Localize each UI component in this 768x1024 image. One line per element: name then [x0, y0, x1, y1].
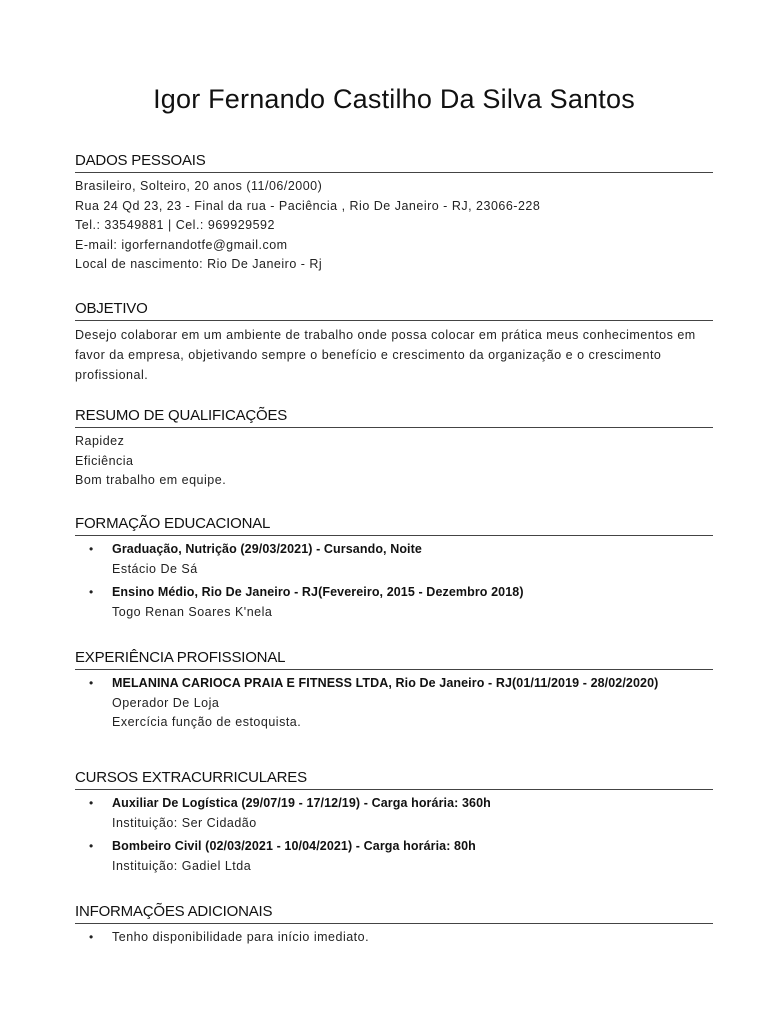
experiencia-body [75, 674, 713, 733]
adicional-entry-text: Tenho disponibilidade para início imediato. [112, 930, 370, 944]
section-objetivo [75, 300, 713, 385]
section-qualificacoes [75, 407, 713, 491]
list-item [75, 540, 713, 579]
bullet-icon: • [89, 839, 94, 853]
list-item [75, 674, 713, 733]
formacao-entry-title: Ensino Médio, Rio De Janeiro - RJ(Fevereiro, 2015 - Dezembro 2018) [112, 585, 524, 599]
experiencia-entry-role: Operador De Loja [112, 695, 220, 710]
dados-pessoais-body [75, 177, 713, 275]
section-title-dados-pessoais: DADOS PESSOAIS [75, 152, 713, 173]
cursos-list [75, 794, 713, 876]
section-adicionais [75, 903, 713, 952]
bullet-icon: • [89, 585, 94, 599]
section-formacao [75, 515, 713, 626]
bullet-icon: • [89, 542, 94, 556]
dados-line-endereco: Rua 24 Qd 23, 23 - Final da rua - Paciência , Rio De Janeiro - RJ, 23066-228 [75, 198, 541, 213]
formacao-list [75, 540, 713, 622]
formacao-entry-institution: Estácio De Sá [112, 561, 198, 576]
section-experiencia [75, 649, 713, 737]
qualificacao-item: Eficiência [75, 453, 134, 468]
qualificacao-item: Rapidez [75, 434, 125, 448]
section-title-cursos: CURSOS EXTRACURRICULARES [75, 769, 713, 790]
section-title-formacao: FORMAÇÃO EDUCACIONAL [75, 515, 713, 536]
dados-line-nascimento: Local de nascimento: Rio De Janeiro - Rj [75, 257, 323, 271]
list-item [75, 837, 713, 876]
section-title-experiencia: EXPERIÊNCIA PROFISSIONAL [75, 649, 713, 670]
section-title-objetivo: OBJETIVO [75, 300, 713, 321]
curso-entry-institution: Instituição: Gadiel Ltda [112, 858, 252, 873]
objetivo-text: Desejo colaborar em um ambiente de trabalho onde possa colocar em prática meus conhecimentos em favor da empresa, objetivando sempre o benefício e crescimento da organização e o crescimento profissional. [75, 328, 696, 382]
dados-line-nacionalidade: Brasileiro, Solteiro, 20 anos (11/06/2000) [75, 179, 323, 193]
section-dados-pessoais [75, 152, 713, 275]
bullet-icon: • [89, 930, 94, 944]
formacao-entry-institution: Togo Renan Soares K'nela [112, 604, 273, 619]
candidate-name: Igor Fernando Castilho Da Silva Santos [153, 84, 635, 114]
cursos-body [75, 794, 713, 876]
experiencia-list [75, 674, 713, 733]
list-item [75, 794, 713, 833]
formacao-body [75, 540, 713, 622]
qualificacao-item: Bom trabalho em equipe. [75, 473, 227, 487]
dados-line-email: E-mail: igorfernandotfe@gmail.com [75, 237, 288, 252]
experiencia-entry-description: Exercícia função de estoquista. [112, 715, 302, 729]
bullet-icon: • [89, 676, 94, 690]
adicionais-body [75, 928, 713, 948]
list-item [75, 583, 713, 622]
curso-entry-title: Auxiliar De Logística (29/07/19 - 17/12/19) - Carga horária: 360h [112, 796, 491, 810]
curso-entry-title: Bombeiro Civil (02/03/2021 - 10/04/2021) - Carga horária: 80h [112, 839, 476, 853]
bullet-icon: • [89, 796, 94, 810]
section-title-qualificacoes: RESUMO DE QUALIFICAÇÕES [75, 407, 713, 428]
experiencia-entry-title: MELANINA CARIOCA PRAIA E FITNESS LTDA, Rio De Janeiro - RJ(01/11/2019 - 28/02/2020) [112, 676, 659, 690]
section-title-adicionais: INFORMAÇÕES ADICIONAIS [75, 903, 713, 924]
formacao-entry-title: Graduação, Nutrição (29/03/2021) - Cursando, Noite [112, 542, 422, 556]
list-item [75, 928, 713, 948]
section-cursos [75, 769, 713, 880]
dados-line-telefone: Tel.: 33549881 | Cel.: 969929592 [75, 218, 275, 232]
qualificacoes-body [75, 432, 713, 491]
curso-entry-institution: Instituição: Ser Cidadão [112, 815, 257, 830]
adicionais-list [75, 928, 713, 948]
